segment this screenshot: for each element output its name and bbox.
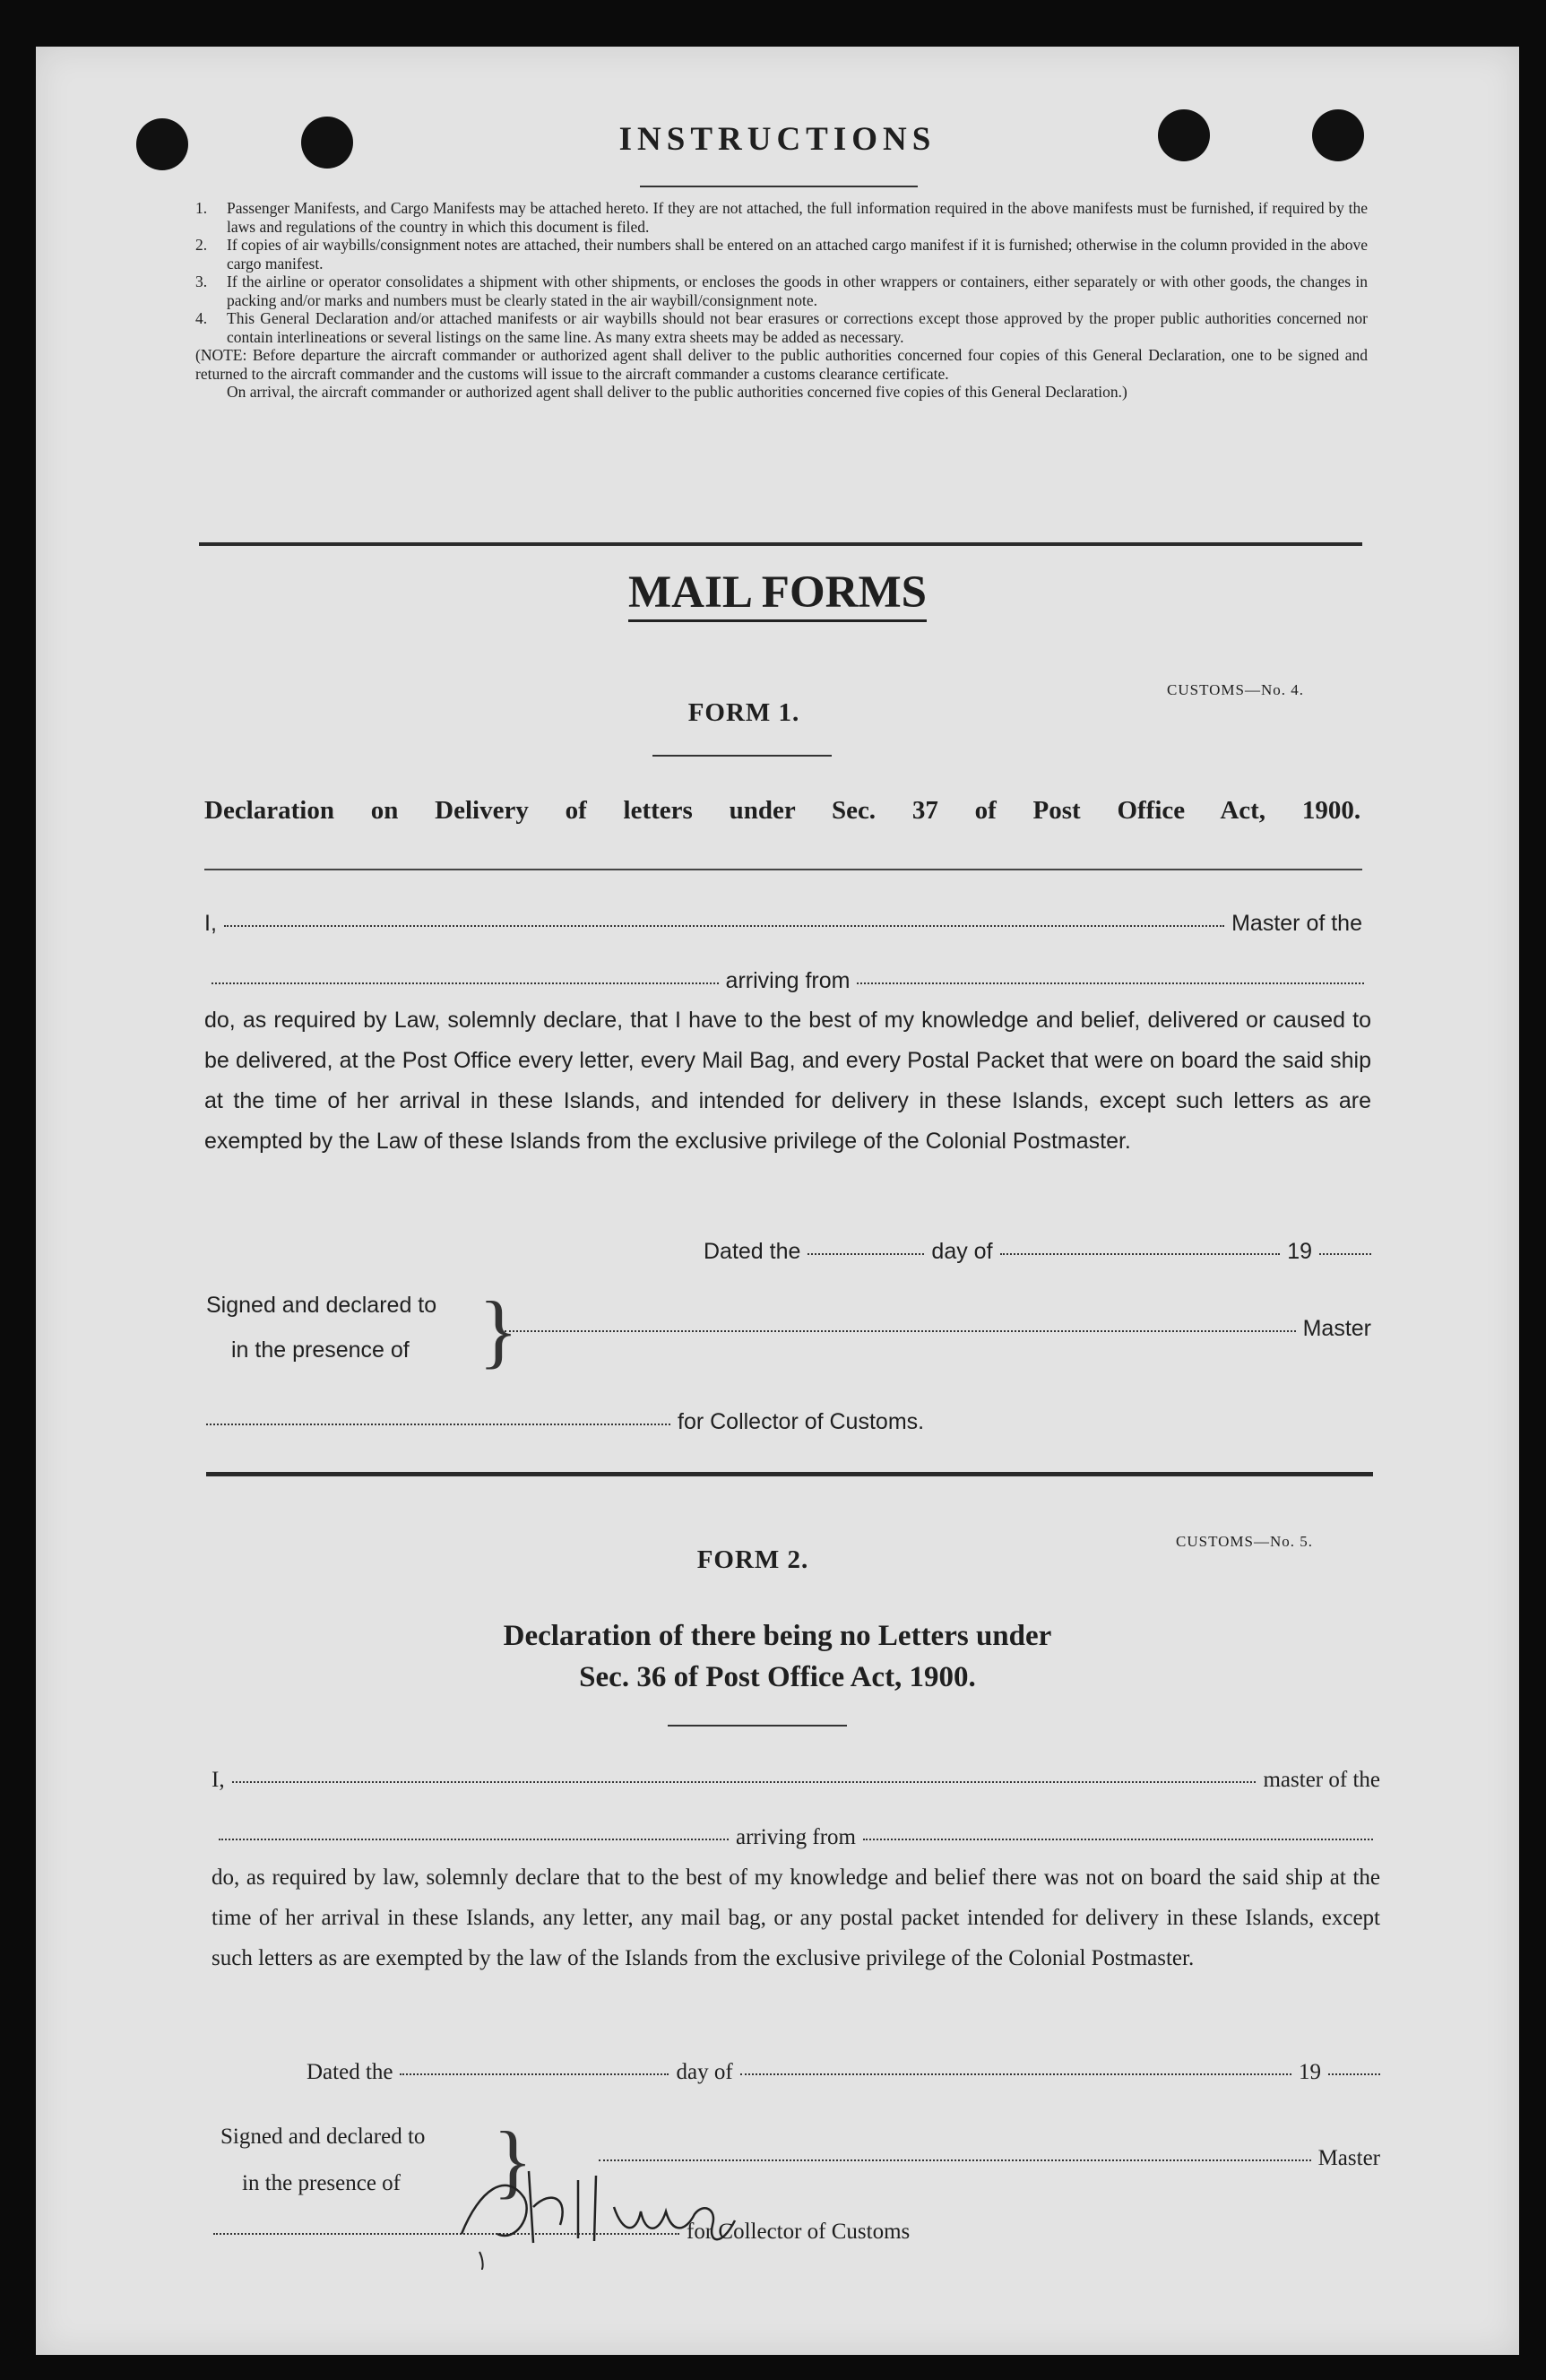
form1-collector-line: for Collector of Customs. [206, 1409, 1013, 1435]
form1-dated-line: Dated the day of 19 [704, 1239, 1371, 1265]
form1-name-field[interactable] [224, 925, 1224, 927]
form1-collector-field[interactable] [206, 1424, 670, 1425]
form1-master-line: I, Master of the [204, 911, 1362, 936]
form1-month-field[interactable] [1000, 1253, 1281, 1255]
form1-origin-field[interactable] [857, 982, 1364, 984]
form2-master-signature-line: Master [592, 2146, 1380, 2171]
form1-signed-label: Signed and declared to [206, 1293, 437, 1318]
form2-signed-label: Signed and declared to [220, 2125, 426, 2149]
form1-presence-label: in the presence of [231, 1337, 410, 1363]
form2-name-field[interactable] [232, 1781, 1257, 1783]
mail-forms-title: MAIL FORMS [36, 567, 1519, 619]
instructions-title: INSTRUCTIONS [618, 121, 937, 158]
form2-day-field[interactable] [400, 2073, 669, 2075]
form2-year-field[interactable] [1328, 2073, 1380, 2075]
form2-body: do, as required by law, solemnly declare that to the best of my knowledge and belief there was not on board the said ship at the time of her arrival in these Islands, any letter, any mail bag, or any postal packet intended for delivery in these Islands, except such letters as are exempted by the law of the Islands from the exclusive privilege of the Colonial Postmaster. [212, 1865, 1380, 1970]
form1-declaration-title: Declaration on Delivery of letters under Sec. 37 of Post Office Act, 1900. [204, 796, 1361, 825]
form1-year-field[interactable] [1319, 1253, 1371, 1255]
form-divider [206, 1472, 1373, 1476]
form1-customs-number: CUSTOMS—No. 4. [1167, 681, 1305, 698]
form2-brace: } [493, 2115, 533, 2206]
form1-brace: } [479, 1285, 519, 1376]
form2-declaration-title: Declaration of there being no Letters under Sec. 36 of Post Office Act, 1900. [503, 1620, 1052, 1693]
instruction-item: 4. This General Declaration and/or attached manifests or air waybills should not bear erasures or corrections except those approved by the proper public authorities concerned nor contain interlineations or several listings on the same line. As many extra sheets may be added as necessary. [195, 309, 1368, 346]
instructions-underline [640, 186, 918, 187]
instruction-item: 2. If copies of air waybills/consignment notes are attached, their numbers shall be entered on an attached cargo manifest if it is furnished; otherwise in the column provided in the above cargo manifest. [195, 236, 1368, 273]
instructions-note: (NOTE: Before departure the aircraft commander or authorized agent shall deliver to the public authorities concerned four copies of this General Declaration, one to be signed and returned to the aircraft commander and the customs will issue to the aircraft commander a customs clearance certificate. [195, 346, 1368, 383]
form2-ship-field[interactable] [219, 1839, 729, 1840]
handwritten-signature [444, 2135, 739, 2270]
form1-master-signature-line: Master [497, 1316, 1371, 1342]
form1-day-field[interactable] [808, 1253, 924, 1255]
instructions-note-arrival: On arrival, the aircraft commander or authorized agent shall deliver to the public authorities concerned five copies of this General Declaration.) [227, 383, 1127, 401]
form2-presence-label: in the presence of [242, 2171, 402, 2195]
form2-label: FORM 2. [696, 1545, 809, 1574]
form1-arriving-line: arriving from [204, 968, 1371, 994]
instruction-item: 1. Passenger Manifests, and Cargo Manifests may be attached hereto. If they are not attached, the full information required in the above manifests must be furnished, if required by the laws and regulations of the country in which this document is filed. [195, 199, 1368, 236]
instructions-list [195, 199, 1368, 402]
form1-ship-field[interactable] [212, 982, 719, 984]
form2-master-line: I, master of the [212, 1768, 1380, 1792]
document-page [36, 47, 1519, 2355]
form1-label-underline [652, 755, 832, 757]
form2-month-field[interactable] [740, 2073, 1291, 2075]
form2-collector-line: for Collector of Customs [213, 2220, 1020, 2245]
form2-dated-line: Dated the day of 19 [307, 2060, 1380, 2085]
form2-customs-number: CUSTOMS—No. 5. [1176, 1533, 1314, 1550]
form1-title-rule [204, 869, 1362, 870]
form1-label: FORM 1. [687, 698, 800, 727]
form2-arriving-line: arriving from [212, 1825, 1380, 1850]
form2-origin-field[interactable] [863, 1839, 1373, 1840]
form1-body: do, as required by Law, solemnly declare, that I have to the best of my knowledge and belief, delivered or caused to be delivered, at the Post Office every letter, every Mail Bag, and every Postal Packet that were on board the said ship at the time of her arrival in these Islands, and intended for delivery in these Islands, except such letters as are exempted by the Law of these Islands from the exclusive privilege of the Colonial Postmaster. [204, 1008, 1371, 1154]
section-divider [199, 542, 1362, 546]
instruction-item: 3. If the airline or operator consolidates a shipment with other shipments, or encloses the goods in other wrappers or containers, either separately or with other goods, the changes in packing and/or marks and numbers must be clearly stated in the air waybill/consignment note. [195, 273, 1368, 309]
form2-title-underline [668, 1725, 847, 1727]
form1-master-signature-field[interactable] [505, 1330, 1296, 1332]
